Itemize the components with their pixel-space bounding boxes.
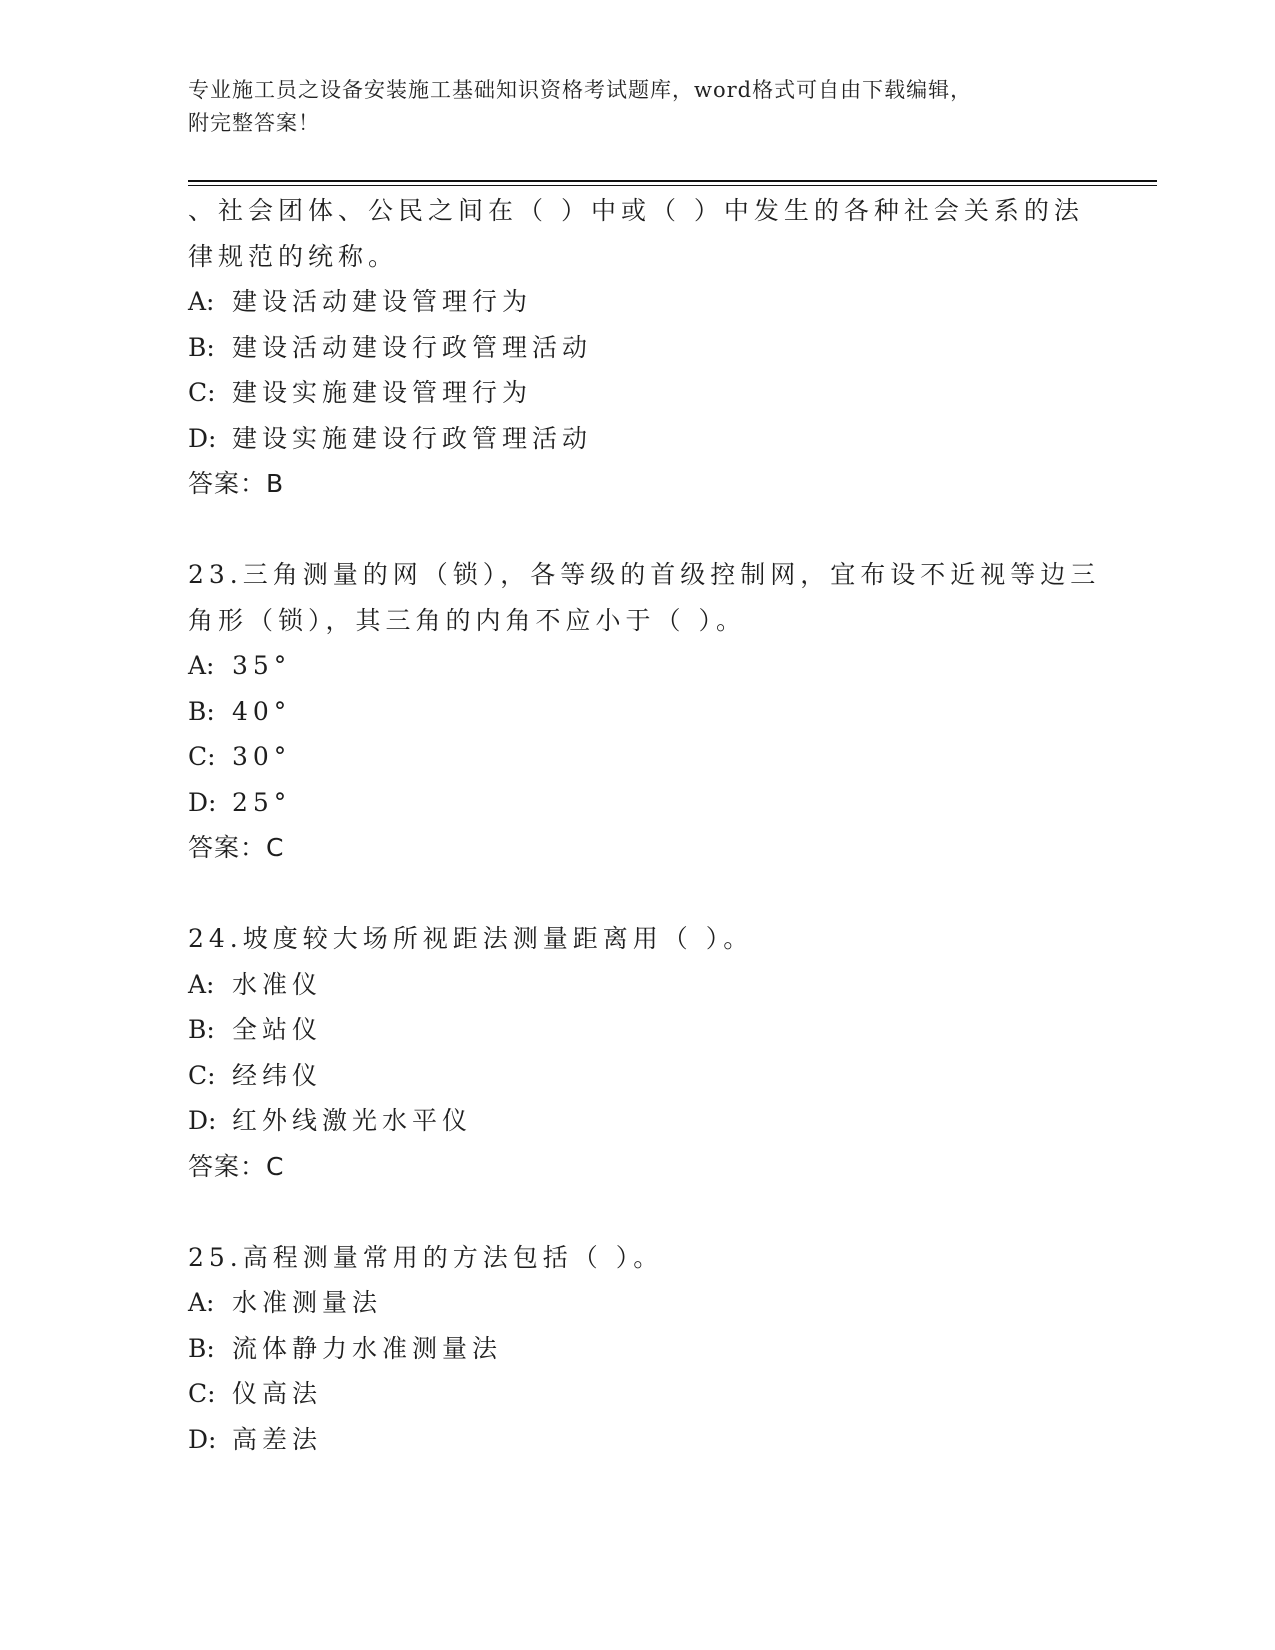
option-c	[188, 734, 1088, 780]
option-text: 流体静力水准测量法	[232, 1333, 503, 1363]
option-text: 30°	[232, 742, 292, 771]
question-text: 23.三角测量的网（锁），各等级的首级控制网，宜布设不近视等边三	[188, 560, 1101, 589]
option-text: 建设实施建设行政管理活动	[232, 423, 593, 453]
option-b	[188, 1007, 1088, 1053]
option-b	[188, 689, 1088, 735]
option-text: 25°	[232, 787, 292, 817]
question-text: 、社会团体、公民之间在（ ）中或（ ）中发生的各种社会关系的法	[188, 196, 1084, 225]
question-24	[188, 916, 1088, 1189]
option-letter: B:	[188, 1015, 215, 1044]
option-text: 仪高法	[232, 1379, 323, 1408]
header-divider-thin	[188, 185, 1157, 186]
option-text: 建设实施建设管理行为	[232, 378, 533, 407]
question-25	[188, 1235, 1088, 1463]
option-letter: B:	[188, 332, 215, 362]
option-d	[188, 1417, 1088, 1463]
header-divider-thick	[188, 180, 1157, 182]
option-text: 水准测量法	[232, 1288, 383, 1317]
option-letter: A:	[188, 1288, 215, 1317]
option-letter: D:	[188, 1424, 217, 1454]
spacer	[188, 507, 1088, 553]
answer: 答案：B	[188, 469, 285, 498]
question-text: 角形（锁），其三角的内角不应小于（ ）。	[188, 605, 746, 635]
question-text: 律规范的统称。	[188, 241, 399, 271]
option-d	[188, 416, 1088, 462]
option-text: 红外线激光水平仪	[232, 1106, 473, 1135]
option-letter: C:	[188, 742, 216, 771]
option-letter: C:	[188, 1379, 216, 1408]
document-header	[188, 74, 1088, 140]
option-a	[188, 643, 1088, 689]
option-b	[188, 325, 1088, 371]
option-letter: A:	[188, 287, 215, 316]
header-line-2: 附完整答案！	[188, 111, 320, 135]
option-letter: D:	[188, 423, 217, 453]
option-text: 建设活动建设管理行为	[232, 287, 533, 316]
option-a	[188, 1280, 1088, 1326]
answer: 答案：C	[188, 833, 285, 862]
option-text: 高差法	[232, 1424, 323, 1454]
question-22	[188, 188, 1088, 507]
option-a	[188, 962, 1088, 1008]
spacer	[188, 1189, 1088, 1235]
option-c	[188, 1053, 1088, 1099]
option-letter: B:	[188, 696, 215, 726]
option-letter: A:	[188, 651, 215, 680]
option-text: 40°	[232, 696, 292, 726]
question-list	[188, 188, 1101, 1462]
option-text: 全站仪	[232, 1015, 323, 1044]
option-text: 经纬仪	[232, 1060, 323, 1090]
option-d	[188, 780, 1088, 826]
answer: 答案：C	[188, 1151, 285, 1181]
option-letter: D:	[188, 787, 217, 817]
option-d	[188, 1098, 1088, 1144]
question-text: 24.坡度较大场所视距法测量距离用（ ）。	[188, 924, 754, 953]
option-c	[188, 1371, 1088, 1417]
option-b	[188, 1326, 1088, 1372]
option-letter: C:	[188, 1060, 216, 1090]
option-letter: B:	[188, 1333, 215, 1363]
option-a	[188, 279, 1088, 325]
option-letter: D:	[188, 1106, 217, 1135]
question-23	[188, 552, 1101, 871]
question-text: 25.高程测量常用的方法包括（ ）。	[188, 1242, 664, 1272]
option-letter: C:	[188, 378, 216, 407]
header-line-1: 专业施工员之设备安装施工基础知识资格考试题库，word格式可自由下载编辑，	[188, 78, 973, 102]
option-text: 35°	[232, 651, 292, 680]
option-c	[188, 370, 1088, 416]
option-text: 水准仪	[232, 969, 323, 999]
spacer	[188, 871, 1088, 917]
option-letter: A:	[188, 969, 215, 999]
option-text: 建设活动建设行政管理活动	[232, 332, 593, 362]
